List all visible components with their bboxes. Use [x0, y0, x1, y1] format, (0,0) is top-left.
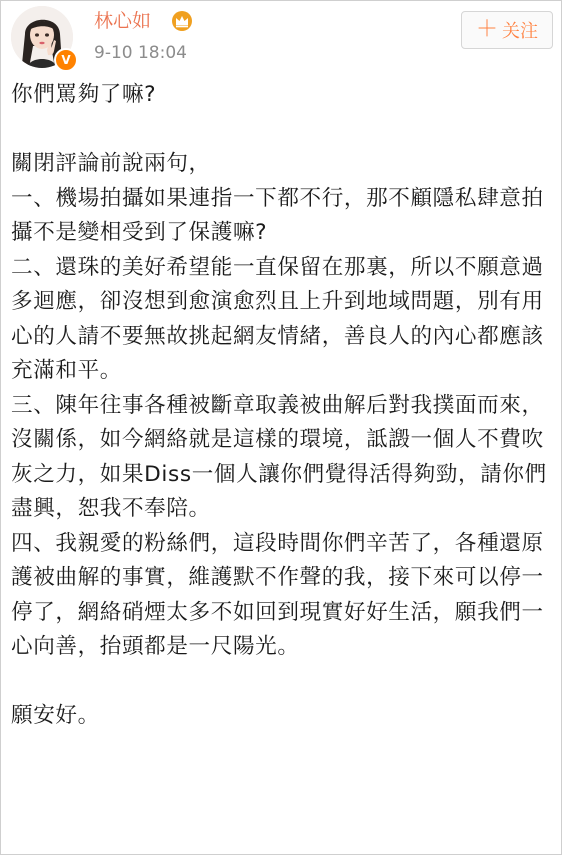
post-text-point-4: 四、我親愛的粉絲們，這段時間你們辛苦了，各種還原護被曲解的事實，維護默不作聲的我，接下來可以停一停了，網絡硝煙太多不如回到現實好好生活，願我們一心向善，抬頭都是一尺陽光。	[11, 530, 544, 659]
post-text-line: 你們罵夠了嘛?	[11, 82, 157, 107]
paragraph-spacer	[11, 113, 553, 148]
follow-button[interactable]	[461, 11, 553, 49]
post-header	[0, 0, 564, 76]
post-text-point-1: 一、機場拍攝如果連指一下都不行，那不顧隱私肆意拍攝不是變相受到了保護嘛?	[11, 185, 544, 245]
crown-icon	[171, 10, 193, 32]
post-body	[11, 78, 553, 734]
post-text-point-2: 二、還珠的美好希望能一直保留在那裏，所以不願意過多迴應，卻沒想到愈演愈烈且上升到地域問題，別有用心的人請不要無故挑起網友情緒，善良人的內心都應該充滿和平。	[11, 254, 544, 383]
post-text-closing: 願安好。	[11, 703, 100, 728]
paragraph-spacer	[11, 665, 553, 700]
username[interactable]: 林心如	[94, 10, 152, 32]
post-text-point-3: 三、陳年往事各種被斷章取義被曲解后對我撲面而來，沒關係，如今網絡就是這樣的環境，詆譭一個人不費吹灰之力，如果Diss一個人讓你們覺得活得夠勁，請你們盡興，恕我不奉陪。	[11, 392, 547, 521]
post-text-intro: 關閉評論前說兩句，	[11, 151, 211, 176]
plus-icon: ＋	[475, 17, 498, 42]
verified-icon: V	[54, 48, 78, 72]
post-timestamp: 9-10 18:04	[94, 43, 187, 63]
follow-button-label: 关注	[502, 21, 538, 42]
